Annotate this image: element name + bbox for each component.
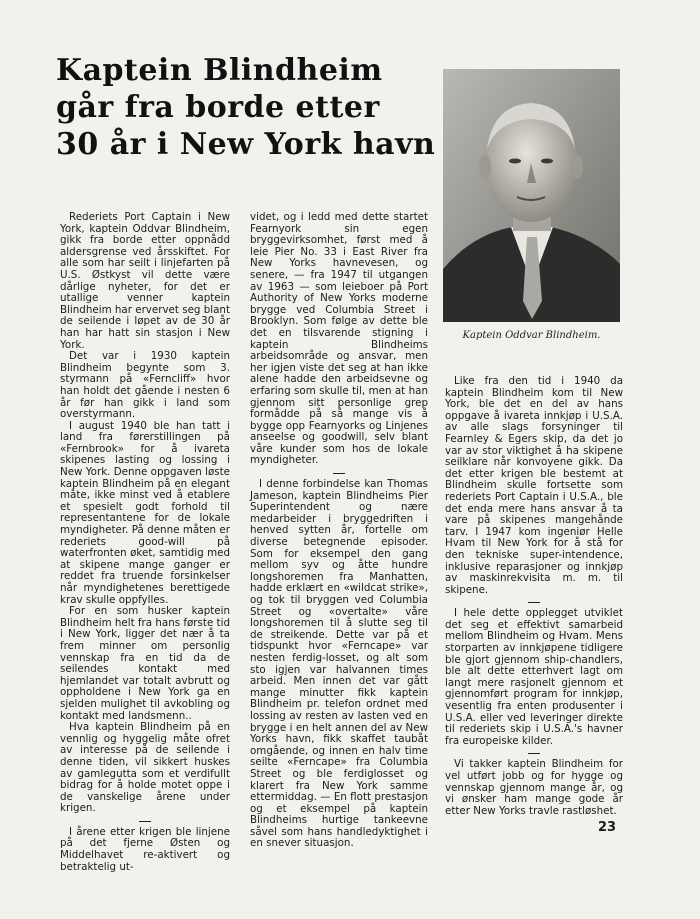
- page-number: 23: [598, 820, 617, 835]
- paragraph: I hele dette opplegget utviklet det seg et effektivt samarbeid mellom Blindheim og Hvam. Mens storparten av innkjøpene tidligere ble gjort gjennom ship-chandlers, ble alt dette etterhvert lagt om langt mere rasjonelt gjennom et gjennomført program for innkjøp, vesentlig fra enten produsenter i U.S.A. eller ved leveringer direkte til rederiets skip i U.S.A.'s havner fra europeiske kilder.: [445, 607, 623, 747]
- headline-line-3: 30 år i New York havn: [56, 127, 436, 162]
- section-divider: [528, 753, 540, 754]
- headline: [56, 52, 436, 163]
- paragraph: Vi takker kaptein Blindheim for vel utført jobb og for hygge og vennskap gjennom mange år, og vi ønsker ham mange gode år etter New Yorks travle rastløshet.: [445, 758, 623, 817]
- article-column-1: [60, 212, 230, 873]
- section-divider: [139, 821, 151, 822]
- paragraph: Hva kaptein Blindheim på en vennlig og hyggelig måte ofret av interesse på de seilende i denne tiden, vil sikkert huskes av gamlegutta som et verdifullt bidrag for å holde motet oppe i de vanskelige årene under krigen.: [60, 721, 230, 815]
- article-column-2: [250, 212, 428, 850]
- article-column-3: [445, 376, 623, 817]
- paragraph: Det var i 1930 kaptein Blindheim begynte som 3. styrmann på «Ferncliff» hvor han holdt det gående i nesten 6 år før han gikk i land som overstyrmann.: [60, 350, 230, 421]
- paragraph: Rederiets Port Captain i New York, kaptein Oddvar Blindheim, gikk fra borde etter oppnådd aldersgrense ved årsskiftet. For alle som har seilt i linjefarten på U.S. Østkyst vil dette være dårlige nyheter, for det er utallige venner kaptein Blindheim har ervervet seg blant de seilende i løpet av de 30 år han har hatt sin stasjon i New York.: [60, 211, 230, 351]
- paragraph: Like fra den tid i 1940 da kaptein Blindheim kom til New York, ble det en del av hans oppgave å ivareta innkjøp i U.S.A. av alle slags forsyninger til Fearnley & Egers skip, da det jo var av stor viktighet å ha skipene seilklare når konvoyene gikk. Da det etter krigen ble bestemt at Blindheim skulle fortsette som rederiets Port Captain i U.S.A., ble det enda mere hans ansvar å ta vare på skipenes mangehånde tarv. I 1947 kom ingeniør Helle Hvam til New York for å stå for den tekniske super-intendence, inklusive reparasjoner og innkjøp av maskinrekvisita m. m. til skipene.: [445, 375, 623, 596]
- section-divider: [528, 602, 540, 603]
- portrait-illustration: [443, 69, 620, 322]
- headline-line-2: går fra borde etter: [56, 90, 380, 125]
- paragraph: I august 1940 ble han tatt i land fra førerstillingen på «Fernbrook» for å ivareta skipenes lasting og lossing i New York. Denne oppgaven løste kaptein Blindheim på en elegant måte, ikke minst ved å etablere et spesielt godt forhold til representantene for de lokale myndigheter. På denne måten er rederiets good-will på waterfronten øket, samtidig med at skipene mange ganger er reddet fra truende forsinkelser når myndighetenes berettigede krav skulle oppfylles.: [60, 419, 230, 606]
- paragraph: I årene etter krigen ble linjene på det fjerne Østen og Middelhavet re-aktivert og betraktelig ut-: [60, 825, 230, 873]
- paragraph: I denne forbindelse kan Thomas Jameson, kaptein Blindheims Pier Superintendent og nære medarbeider i bryggedriften i henved sytten år, fortelle om diverse betegnende episoder. Som for eksempel den gang mellom syv og åtte hundre longshoremen fra Manhatten, hadde erklært en «wildcat strike», og tok til bryggen ved Columbia Street og «overtalte» våre longshoremen til å slutte seg til de streikende. Dette var på et tidspunkt hvor «Ferncape» var nesten ferdig-losset, og alt som sto igjen var halvannen times arbeid. Men innen det var gått mange minutter fikk kaptein Blindheim pr. telefon ordnet med lossing av resten av lasten ved en brygge i en helt annen del av New Yorks havn, fikk skaffet taubåt omgående, og innen en halv time seilte «Ferncape» fra Columbia Street og ble ferdiglosset og klarert fra New York samme ettermiddag. — En flott prestasjon og et eksempel på kaptein Blindheims hurtige tankeevne såvel som hans handledyktighet i en snever situasjon.: [250, 478, 428, 850]
- photo-caption: Kaptein Oddvar Blindheim.: [462, 330, 601, 341]
- paragraph: For en som husker kaptein Blindheim helt fra hans første tid i New York, ligger det nær å ta frem minner om personlig vennskap fra en tid da de seilendes kontakt med hjemlandet var totalt avbrutt og oppholdene i New York ga en sjelden mulighet til avkobling og kontakt med landsmenn..: [60, 605, 230, 722]
- paragraph: videt, og i ledd med dette startet Fearnyork sin egen bryggevirksomhet, først med å leie Pier No. 33 i East River fra New Yorks havnevesen, og senere, — fra 1947 til utgangen av 1963 — som leieboer på Port Authority of New Yorks moderne brygge ved Columbia Street i Brooklyn. Som følge av dette ble det en tilsvarende stigning i kaptein Blindheims arbeidsområde og ansvar, men her igjen viste det seg at han ikke alene hadde den arbeidsevne og erfaring som skulle til, men at han gjennom sitt personlige grep formådde på så mange vis å bygge opp Fearnyorks og Linjenes anseelse og goodwill, selv blant våre kunder som hos de lokale myndigheter.: [250, 211, 428, 467]
- portrait-photo: [443, 69, 620, 322]
- section-divider: [333, 473, 345, 474]
- headline-line-1: Kaptein Blindheim: [56, 53, 383, 88]
